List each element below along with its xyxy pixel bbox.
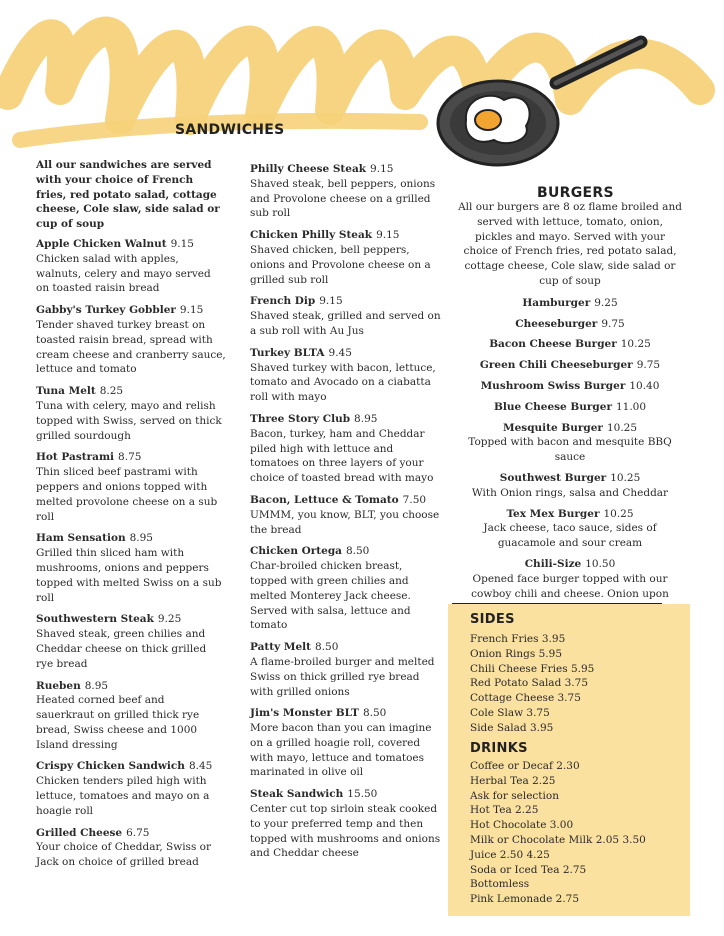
frying-pan-egg-icon: [436, 28, 656, 168]
menu-item: [250, 787, 442, 861]
item-price: 10.25: [610, 471, 641, 484]
item-price: 10.25: [603, 507, 634, 520]
item-price: 9.25: [594, 296, 618, 309]
menu-item: [458, 296, 682, 311]
item-name: Tex Mex Burger: [506, 507, 600, 520]
item-name: Steak Sandwich: [250, 788, 344, 801]
side-item: Chili Cheese Fries 5.95: [470, 662, 595, 675]
item-name: Hot Pastrami: [36, 451, 115, 464]
menu-item: [458, 471, 682, 501]
menu-item: [250, 544, 442, 633]
side-item: French Fries 3.95: [470, 633, 566, 645]
burgers-title: BURGERS: [537, 185, 614, 201]
item-price: 9.15: [370, 163, 394, 175]
item-price: 10.25: [620, 338, 651, 351]
item-price: 9.45: [328, 346, 352, 359]
item-description: Bacon, turkey, ham and Cheddar piled high with lettuce and tomatoes on three layers of your choice of toasted bread with mayo: [250, 427, 434, 485]
menu-item: [458, 337, 682, 352]
side-item: Red Potato Salad 3.75: [470, 677, 589, 690]
item-description: Tender shaved turkey breast on toasted raisin bread, spread with cream cheese and cranberry sauce, lettuce and tomato: [36, 318, 226, 376]
drink-item: Coffee or Decaf 2.30: [470, 760, 580, 772]
menu-item: [458, 421, 682, 465]
side-item: Cottage Cheese 3.75: [470, 692, 581, 705]
item-name: Chicken Philly Steak: [250, 229, 373, 242]
item-price: 8.95: [84, 679, 109, 692]
item-description: Center cut top sirloin steak cooked to your preferred temp and then topped with mushrooms and onions and Cheddar cheese: [250, 803, 441, 860]
item-price: 8.45: [188, 760, 213, 773]
item-name: Bacon, Lettuce & Tomato: [250, 493, 399, 506]
item-description: Shaved steak, bell peppers, onions and Provolone cheese on a grilled sub roll: [250, 177, 436, 220]
menu-item: [36, 237, 226, 296]
item-description: More bacon than you can imagine on a grilled hoagie roll, covered with mayo, lettuce and tomatoes marinated in olive oil: [250, 722, 432, 779]
menu-item: [250, 493, 442, 537]
item-description: Shaved steak, grilled and served on a sub roll with Au Jus: [250, 310, 441, 337]
item-name: Gabby's Turkey Gobbler: [36, 304, 176, 317]
item-description: Grilled thin sliced ham with mushrooms, onions and peppers topped with melted Swiss on a sub roll: [36, 547, 222, 604]
side-item: Onion Rings 5.95: [470, 647, 563, 660]
burgers-intro: All our burgers are 8 oz flame broiled and served with lettuce, tomato, onion, pickles and mayo. Served with your choice of French fries, red potato salad, cottage cheese, Cole slaw, side salad or cup of soup: [458, 201, 682, 287]
item-name: Three Story Club: [250, 412, 351, 425]
item-name: Philly Cheese Steak: [250, 163, 367, 175]
menu-item: [250, 412, 442, 486]
item-price: 6.75: [126, 826, 150, 839]
item-price: 8.25: [99, 385, 124, 398]
menu-item: [36, 384, 226, 443]
drink-item: Bottomless: [470, 878, 530, 891]
menu-item: [36, 826, 226, 870]
drink-item: Hot Tea 2.25: [470, 804, 539, 817]
item-description: Shaved steak, green chilies and Cheddar cheese on thick grilled rye bread: [36, 628, 207, 670]
drink-item: Milk or Chocolate Milk 2.05 3.50: [470, 833, 646, 846]
menu-item: [458, 317, 682, 332]
drink-item: Juice 2.50 4.25: [470, 848, 550, 861]
item-description: Shaved turkey with bacon, lettuce, tomato and Avocado on a ciabatta roll with mayo: [250, 361, 436, 404]
item-name: Ham Sensation: [36, 532, 126, 545]
item-description: Shaved chicken, bell peppers, onions and Provolone cheese on a grilled sub roll: [250, 243, 431, 286]
item-price: 15.50: [347, 788, 378, 801]
menu-item: [458, 507, 682, 551]
menu-item: [36, 303, 226, 377]
item-name: Jim's Monster BLT: [250, 707, 359, 720]
item-price: 9.75: [636, 359, 661, 372]
sandwiches-intro: All our sandwiches are served with your choice of French fries, red potato salad, cottage cheese, Cole slaw, side salad or cup of soup: [36, 159, 220, 231]
menu-item: [458, 400, 682, 415]
item-description: Thin sliced beef pastrami with peppers and onions topped with melted provolone cheese on a sub roll: [36, 466, 218, 523]
item-price: 8.50: [345, 545, 370, 558]
sandwiches-col-1: [36, 158, 226, 877]
item-description: UMMM, you know, BLT, you choose the bread: [250, 508, 440, 536]
item-price: 8.50: [362, 707, 387, 720]
drink-item: Hot Chocolate 3.00: [470, 819, 574, 832]
item-name: Apple Chicken Walnut: [36, 237, 167, 250]
item-name: Southwest Burger: [499, 471, 607, 484]
drink-item: Pink Lemonade 2.75: [470, 893, 580, 906]
item-name: Hamburger: [522, 296, 591, 309]
item-name: Mushroom Swiss Burger: [480, 379, 626, 392]
item-name: Rueben: [36, 679, 81, 692]
drink-item: Ask for selection: [470, 789, 559, 802]
menu-item: [36, 531, 226, 605]
item-price: 9.15: [376, 229, 400, 242]
drinks-title: DRINKS: [470, 741, 528, 756]
item-name: Crispy Chicken Sandwich: [36, 760, 185, 773]
item-description: Chicken salad with apples, walnuts, celery and mayo served on toasted raisin bread: [36, 252, 211, 295]
menu-item: [36, 759, 226, 818]
item-name: Chicken Ortega: [250, 545, 342, 558]
menu-item: [36, 612, 226, 671]
menu-item: [36, 679, 226, 753]
item-price: 11.00: [615, 400, 647, 413]
item-name: Cheeseburger: [515, 317, 598, 330]
item-name: Mesquite Burger: [502, 421, 603, 434]
sandwiches-title: SANDWICHES: [175, 122, 285, 138]
menu-item: [36, 450, 226, 524]
menu-item: [250, 294, 442, 338]
item-name: Bacon Cheese Burger: [489, 338, 617, 351]
item-price: 8.75: [118, 451, 142, 464]
item-price: 8.50: [315, 641, 339, 654]
item-price: 7.50: [402, 493, 427, 506]
side-item: Side Salad 3.95: [470, 721, 554, 734]
drink-item: Soda or Iced Tea 2.75: [470, 863, 587, 876]
item-name: Tuna Melt: [36, 385, 96, 398]
drinks-list: [470, 759, 646, 907]
item-description: Char-broiled chicken breast, topped with green chilies and melted Monterey Jack cheese. Served with salsa, lettuce and tomato: [250, 560, 411, 632]
menu-item: [250, 346, 442, 405]
item-description: A flame-broiled burger and melted Swiss on thick grilled rye bread with grilled onions: [250, 655, 435, 698]
item-name: Grilled Cheese: [36, 826, 123, 839]
item-price: 8.95: [354, 412, 378, 425]
item-description: Your choice of Cheddar, Swiss or Jack on choice of grilled bread: [36, 841, 212, 869]
menu-item: [250, 162, 442, 221]
menu-item: [458, 358, 682, 373]
menu-item: [458, 379, 682, 394]
item-price: 9.25: [157, 613, 182, 626]
menu-item: [250, 640, 442, 699]
item-name: Southwestern Steak: [36, 613, 154, 626]
item-name: Blue Cheese Burger: [493, 400, 612, 413]
item-description: Jack cheese, taco sauce, sides of guacamole and sour cream: [483, 522, 657, 550]
item-name: Green Chili Cheeseburger: [479, 359, 633, 372]
item-description: Topped with bacon and mesquite BBQ sauce: [468, 436, 672, 464]
sides-title: SIDES: [470, 612, 515, 627]
item-name: Chili-Size: [524, 557, 582, 570]
item-price: 9.15: [170, 237, 194, 250]
item-name: French Dip: [250, 295, 316, 308]
sides-list: [470, 632, 594, 736]
item-description: With Onion rings, salsa and Cheddar: [471, 486, 669, 499]
item-description: Opened face burger topped with our cowboy chili and cheese. Onion upon: [471, 572, 669, 600]
side-item: Cole Slaw 3.75: [470, 706, 550, 719]
item-price: 9.15: [319, 295, 343, 308]
item-description: Heated corned beef and sauerkraut on grilled thick rye bread, Swiss cheese and 1000 Island dressing: [36, 694, 200, 751]
menu-item: [250, 228, 442, 287]
item-price: 10.40: [629, 379, 660, 392]
item-name: Patty Melt: [250, 641, 312, 654]
sandwiches-col-2: [250, 162, 442, 868]
item-price: 10.25: [606, 421, 638, 434]
item-price: 8.95: [129, 532, 153, 545]
item-description: Tuna with celery, mayo and relish topped with Swiss, served on thick grilled sourdough: [36, 399, 222, 442]
burgers-section: [458, 200, 682, 622]
menu-item: [250, 706, 442, 780]
item-price: 9.75: [601, 317, 625, 330]
item-price: 9.15: [179, 304, 204, 317]
drink-item: Herbal Tea 2.25: [470, 774, 556, 787]
item-name: Turkey BLTA: [250, 346, 325, 359]
item-description: Chicken tenders piled high with lettuce, tomatoes and mayo on a hoagie roll: [36, 775, 210, 817]
item-price: 10.50: [585, 557, 616, 570]
